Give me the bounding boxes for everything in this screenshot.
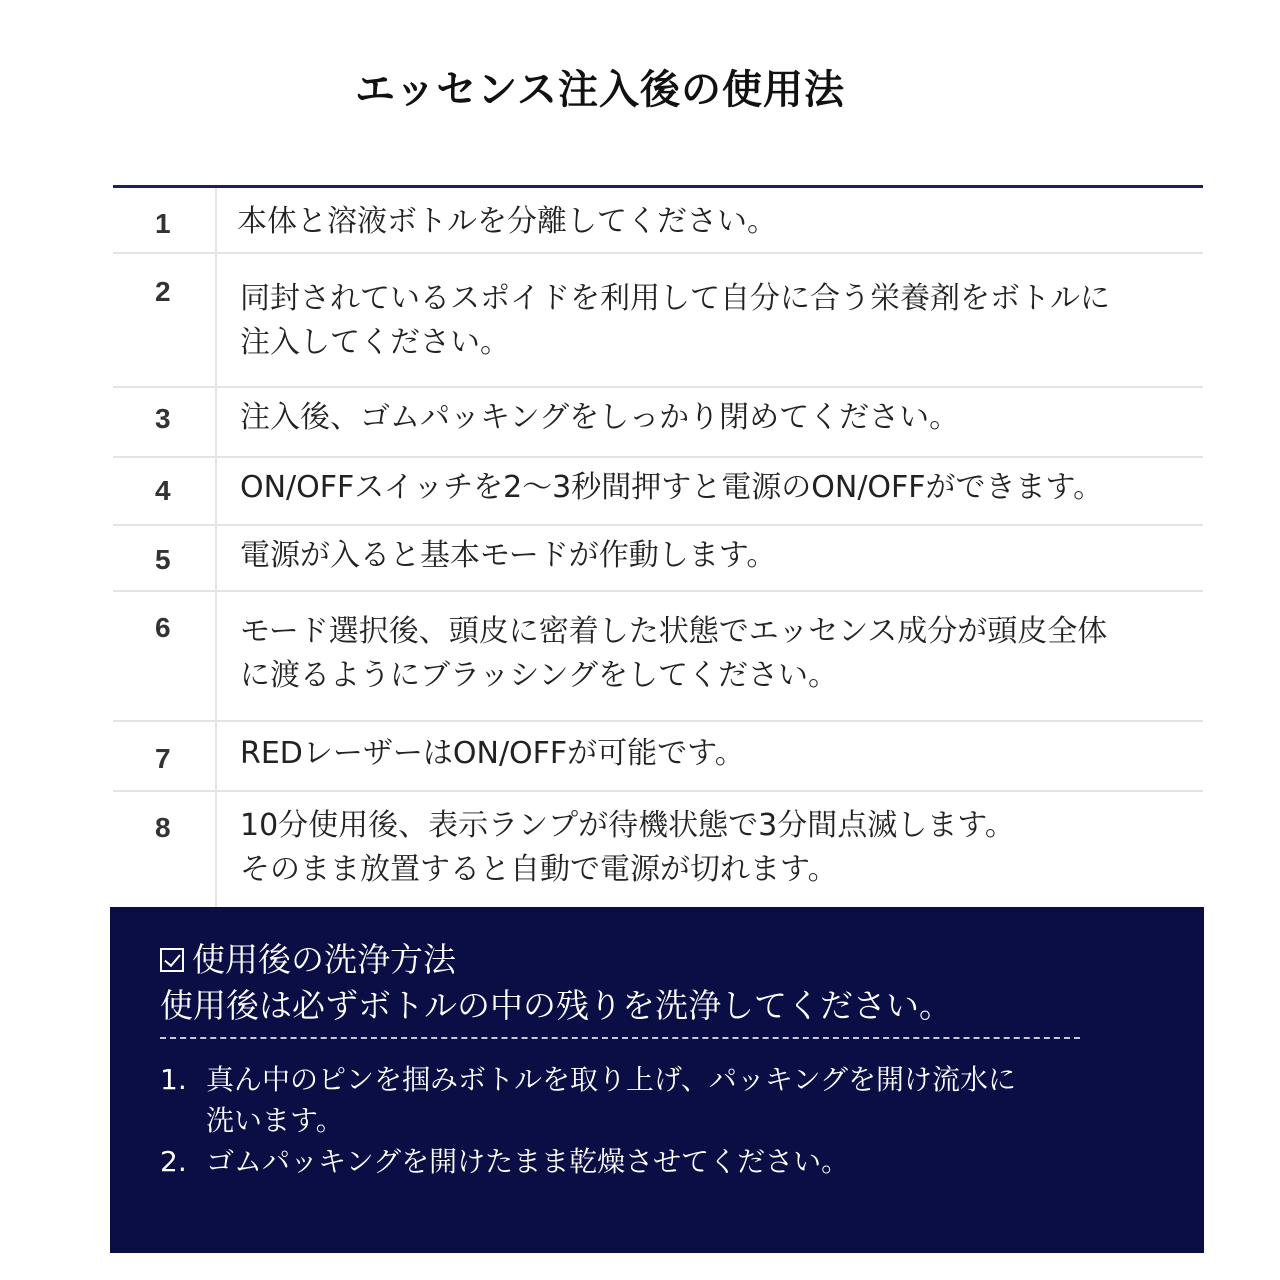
cleaning-heading — [160, 937, 1204, 983]
step-text: REDレーザーはON/OFFが可能です。 — [240, 736, 745, 771]
step-number: 4 — [113, 458, 217, 524]
step-text: 注入後、ゴムパッキングをしっかり閉めてください。 — [240, 400, 960, 435]
list-item-index: 1. — [160, 1063, 187, 1096]
list-item-index: 2. — [160, 1145, 187, 1178]
step-number: 5 — [113, 526, 217, 590]
cleaning-steps-list — [160, 1059, 1204, 1182]
list-item — [160, 1059, 1204, 1141]
step-number: 1 — [113, 188, 217, 252]
step-number: 6 — [113, 592, 217, 720]
list-item — [160, 1141, 1204, 1182]
step-text: 同封されているスポイドを利用して自分に合う栄養剤をボトルに 注入してください。 — [240, 281, 1110, 360]
step-text: 電源が入ると基本モードが作動します。 — [240, 538, 777, 573]
page-title: エッセンス注入後の使用法 — [355, 67, 845, 113]
dashed-divider — [160, 1037, 1080, 1039]
step-row — [113, 792, 1203, 918]
cleaning-subtitle: 使用後は必ずボトルの中の残りを洗浄してください。 — [160, 986, 952, 1025]
step-row — [113, 526, 1203, 592]
step-number: 3 — [113, 388, 217, 456]
cleaning-heading-text: 使用後の洗浄方法 — [192, 940, 456, 979]
step-number: 7 — [113, 722, 217, 790]
list-item-text: 真ん中のピンを掴みボトルを取り上げ、パッキングを開け流水に 洗います。 — [206, 1063, 1017, 1137]
step-row — [113, 722, 1203, 792]
step-row — [113, 592, 1203, 722]
step-row — [113, 458, 1203, 526]
list-item-text: ゴムパッキングを開けたまま乾燥させてください。 — [206, 1145, 850, 1178]
step-text: 本体と溶液ボトルを分離してください。 — [237, 204, 777, 239]
step-text: 10分使用後、表示ランプが待機状態で3分間点滅します。 そのまま放置すると自動で電源が切れます。 — [240, 808, 1015, 887]
step-row — [113, 254, 1203, 388]
step-row — [113, 388, 1203, 458]
step-text: モード選択後、頭皮に密着した状態でエッセンス成分が頭皮全体 に渡るようにブラッシングをしてください。 — [240, 614, 1108, 693]
step-text: ON/OFFスイッチを2〜3秒間押すと電源のON/OFFができます。 — [240, 470, 1104, 505]
steps-table — [113, 185, 1203, 918]
checkbox-icon — [160, 948, 184, 972]
step-row — [113, 188, 1203, 254]
cleaning-instructions-panel — [110, 907, 1204, 1253]
step-number: 8 — [113, 792, 217, 918]
step-number: 2 — [113, 254, 217, 386]
